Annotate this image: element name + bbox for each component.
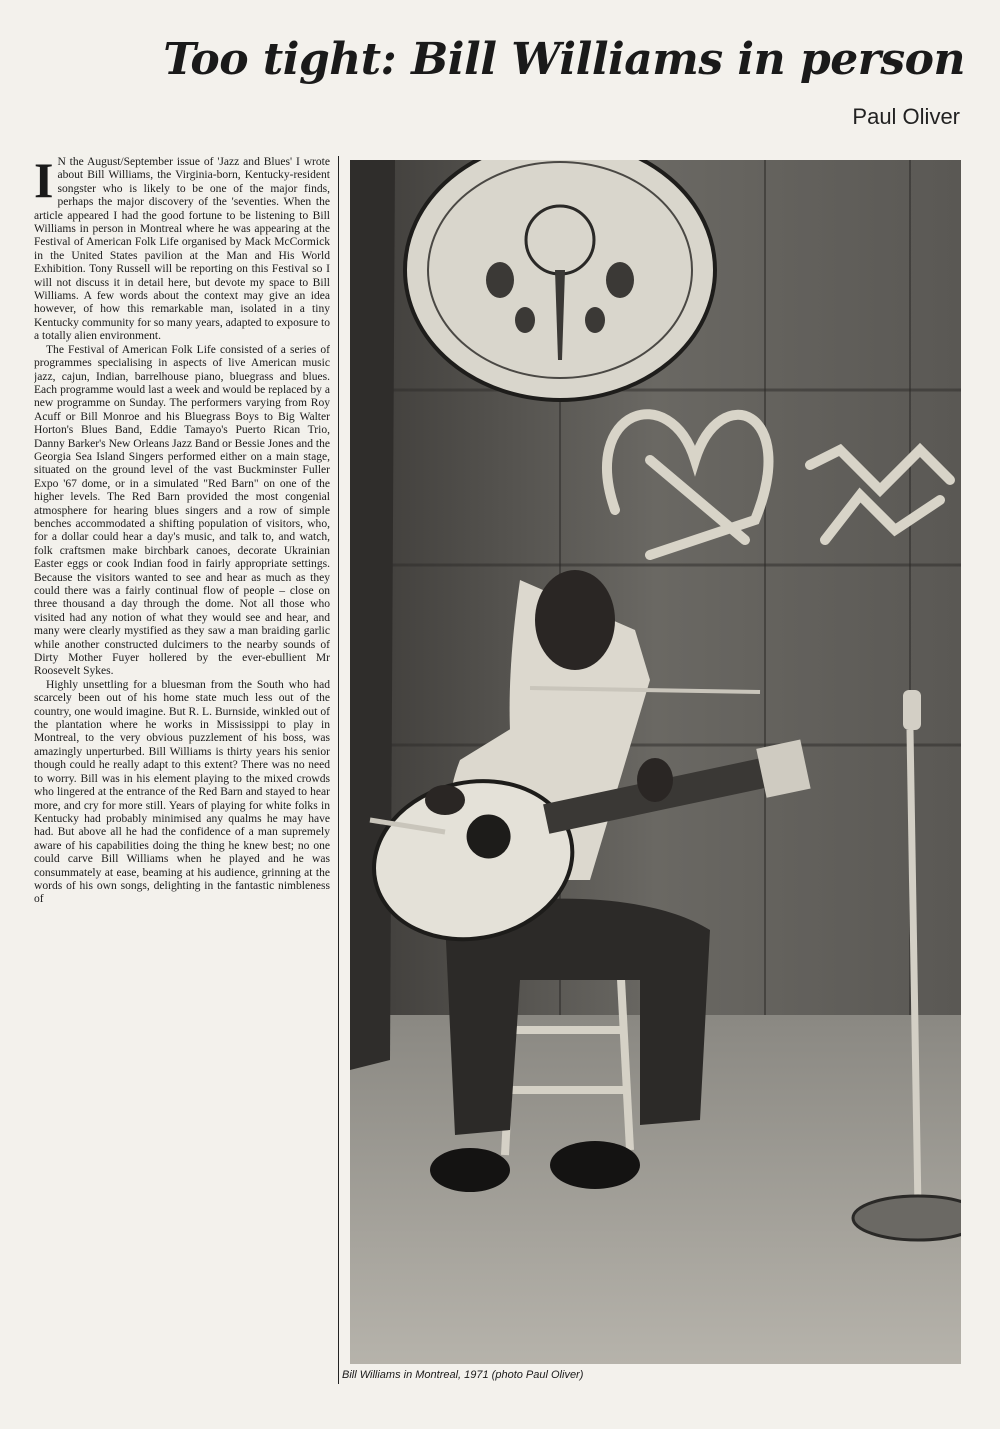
article-body — [34, 156, 330, 1386]
article-paragraph-1 — [34, 156, 330, 344]
article-paragraph-2: The Festival of American Folk Life consisted of a series of programmes specialising in aspects of live American music jazz, cajun, Indian, barrelhouse piano, bluegrass and blues. Each programme would last a week and would be replaced by a new programme on Sunday. The performers varying from Roy Acuff or Bill Monroe and his Bluegrass Boys to Big Walter Horton's Blues Band, Eddie Tamayo's Puerto Rican Trio, Danny Barker's New Orleans Jazz Band or Bessie Jones and the Georgia Sea Island Singers performed either on a main stage, situated on the ground level of the vast Buckminster Fuller Expo '67 dome, or in a simulated "Red Barn" on one of the higher levels. The Red Barn provided the most congenial atmosphere for hearing blues singers and a row of simple benches accommodated a shifting population of visitors, who, for a dollar could hear a day's music, and talk to, and watch, folk craftsmen make birchbark canoes, decorate Ukrainian Easter eggs or cook Indian food in fairly appropriate settings. Because the visitors wanted to see and hear as much as they could there was a fairly continual flow of people – close on three thousand a day through the dome. Not all those who visited had any notion of what they would see and hear, and many were clearly mystified as they saw a man braiding garlic while another constructed dulcimers to the nearby sounds of Dirty Mother Fuyer hollered by the ever-ebullient Mr Roosevelt Sykes. — [34, 343, 330, 678]
performer-photo — [350, 160, 961, 1364]
article-paragraph-3: Highly unsettling for a bluesman from the South who had scarcely been out of his home state much less out of the country, one would imagine. But R. L. Burnside, winkled out of the plantation where he works in Mississippi to play in Montreal, to the very obvious puzzlement of his boss, was amazingly unperturbed. Bill Williams is thirty years his senior though could he really adapt to this extent? There was no need to worry. Bill was in his element playing to the mixed crowds who lingered at the entrance of the Red Barn and stayed to hear more, and cry for more still. Years of playing for white folks in Kentucky had probably minimised any qualms he may have had. But above all he had the confidence of a man supremely aware of his capabilities doing the thing he knew best; no one could carve Bill Williams when he played and he was consummately at ease, beaming at his audience, grinning at the words of his own songs, delighting in the fantastic nimbleness of — [34, 678, 330, 906]
author-byline: Paul Oliver — [852, 104, 960, 129]
drop-cap: I — [34, 156, 54, 208]
photo-caption: Bill Williams in Montreal, 1971 (photo Paul Oliver) — [342, 1369, 584, 1381]
column-divider — [338, 156, 339, 1384]
paragraph-text: N the August/September issue of 'Jazz and Blues' I wrote about Bill Williams, the Virginia-born, Kentucky-resident songster who is likely to be one of the major finds, perhaps the major discovery of the 'seventies. When the article appeared I had the good fortune to be listening to Bill Williams in person in Montreal where he was appearing at the Festival of American Folk Life organised by Mack McCormick in the United States pavilion at the Man and His World Exhibition. Tony Russell will be reporting on this Festival so I will not discuss it in detail here, but devote my space to Bill Williams. A few words about the context may give an idea however, of how this remarkable man, isolated in a tiny Kentucky community for so many years, adapted to exposure to a totally alien environment. — [34, 156, 330, 343]
article-title: Too tight: Bill Williams in person — [163, 34, 965, 85]
